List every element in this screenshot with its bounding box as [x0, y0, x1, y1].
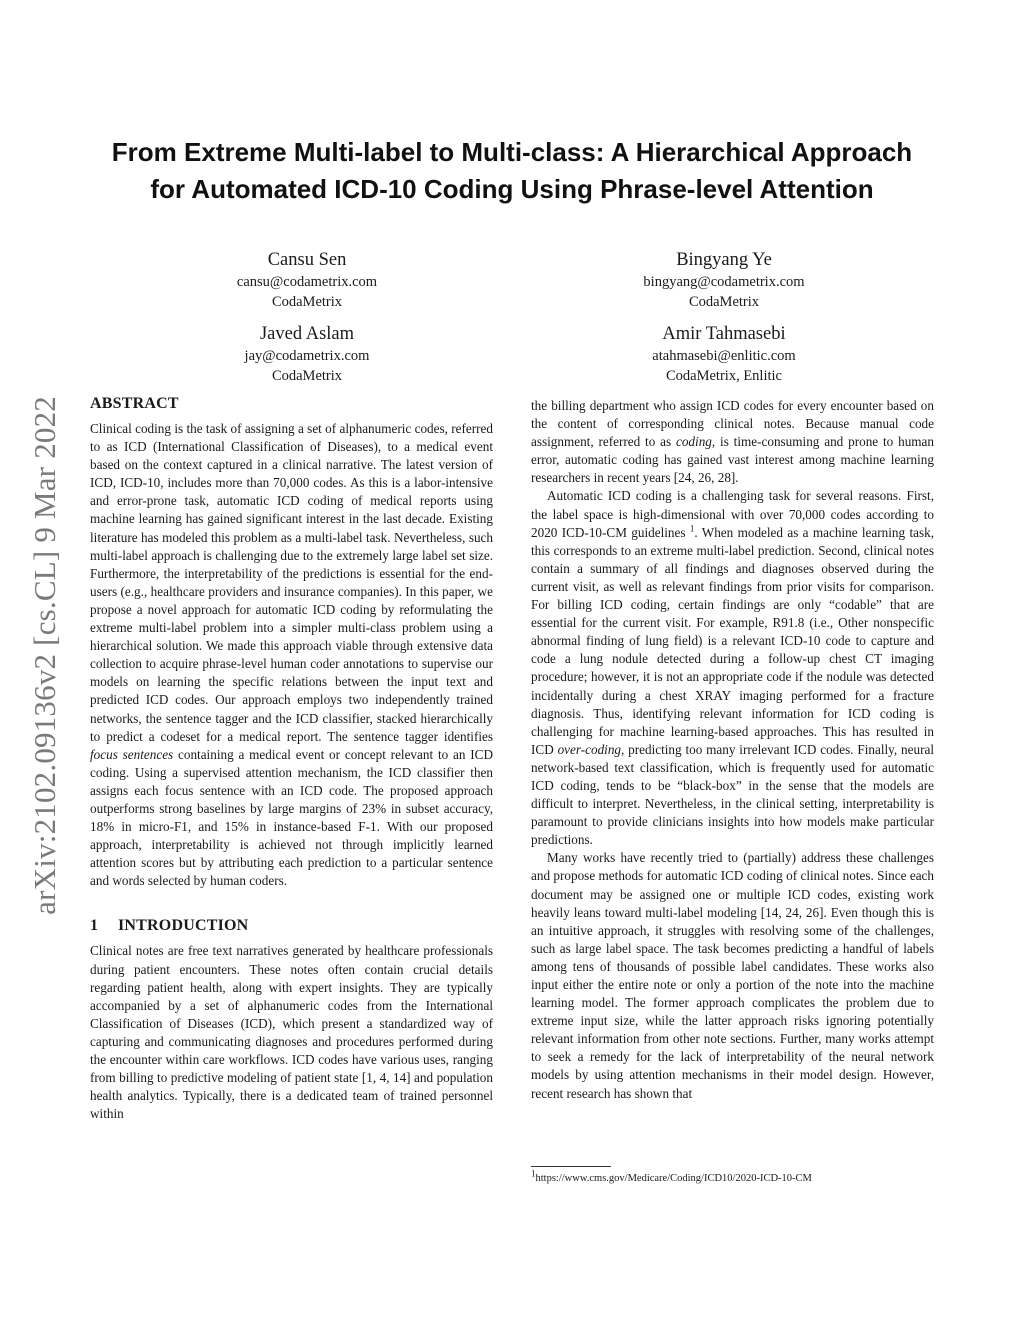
text-span: the billing department who assign ICD codes for every encounter based on the content of corresponding clinical notes. Because manual code assignment, referred to as: [531, 398, 934, 450]
paper-title: From Extreme Multi-label to Multi-class: A Hierarchical Approach for Automated ICD-10 Coding Using Phrase-level Attention: [111, 137, 913, 204]
intro-paragraph-1-continued: [531, 397, 934, 487]
abstract-text-1: Clinical coding is the task of assigning a set of alphanumeric codes, referred to as ICD (International Classification of Diseases), to a medical event based on the context captured in a clinical narrative. The latest version of ICD, ICD-10, includes more than 70,000 codes. As this is a labor-intensive and error-prone task, automatic ICD coding of medical reports using machine learning has gained significant interest in the last decade. Existing literature has modeled this problem as a multi-label task. Nevertheless, such multi-label approach is challenging due to the extremely large label set size. Furthermore, the interpretability of the predictions is essential for the end-users (e.g., healthcare providers and insurance companies). In this paper, we propose a novel approach for automatic ICD coding by reformulating the extreme multi-label problem into a simpler multi-class problem using a hierarchical solution. We made this approach viable through extensive data collection to acquire phrase-level human coder annotations to supervise our models on learning the specific relations between the input text and predicted ICD codes. Our approach employs two independently trained networks, the sentence tagger and the ICD classifier, stacked hierarchically to predict a codeset for a medical report. The sentence tagger identifies: [90, 421, 493, 744]
footnote-url[interactable]: https://www.cms.gov/Medicare/Coding/ICD10/2020-ICD-10-CM: [535, 1173, 812, 1184]
arxiv-identifier: arXiv:2102.09136v2 [cs.CL] 9 Mar 2022: [27, 395, 62, 915]
section-number: 1: [90, 917, 99, 935]
emphasis-over-coding: over-coding: [557, 741, 622, 757]
section-title: INTRODUCTION: [118, 917, 249, 935]
footnote: [531, 1168, 812, 1186]
author-block: [564, 248, 884, 312]
author-affiliation: CodaMetrix, Enlitic: [666, 368, 782, 384]
emphasis-coding: coding: [675, 434, 712, 450]
author-email: bingyang@codametrix.com: [643, 274, 805, 290]
text-span: , predicting too many irrelevant ICD codes. Finally, neural network-based text classification, which is frequently used for automatic ICD coding, tends to be “black-box” in the sense that the models are difficult to interpret. Nevertheless, in the clinical setting, interpretability is paramount to provide clinicians insights into how models make particular predictions.: [531, 741, 934, 848]
author-name: Cansu Sen: [267, 250, 347, 270]
footnote-rule: [531, 1166, 611, 1167]
author-block: [564, 322, 884, 386]
abstract-paragraph: [90, 420, 493, 890]
author-affiliation: CodaMetrix: [271, 368, 343, 384]
author-email: cansu@codametrix.com: [236, 274, 378, 290]
text-span: , is time-consuming and prone to human error, automatic coding has gained vast interest among machine learning researchers in recent years [24, 26, 28].: [531, 434, 934, 486]
intro-paragraph-3: Many works have recently tried to (partially) address these challenges and propose methods for automatic ICD coding of clinical notes. Since each document may be assigned one or multiple ICD codes, existing work heavily leans toward multi-label modeling [14, 24, 26]. Even though this is an intuitive approach, it struggles with resolving some of the challenges, such as large label space. The task becomes predicting a handful of labels among tens of thousands of possible label candidates. These works also input either the entire note or only a portion of the note into the machine learning model. The former approach complicates the problem due to extreme input size, while the latter approach risks ignoring potentially relevant information from other note sections. Further, many works attempt to seek a remedy for the lack of interpretability of the neural network models by using attention mechanisms in their model design. However, recent research has shown that: [531, 850, 934, 1101]
footnote-marker[interactable]: 1: [689, 523, 695, 534]
intro-paragraph-2: [531, 487, 934, 849]
author-email: jay@codametrix.com: [244, 348, 370, 364]
author-affiliation: CodaMetrix: [271, 294, 343, 310]
left-column: [90, 394, 493, 1123]
author-block: [147, 248, 467, 312]
abstract-heading: ABSTRACT: [90, 395, 179, 412]
text-span: . When modeled as a machine learning task, this corresponds to an extreme multi-label prediction. Second, clinical notes contain a summary of all findings and diagnoses observed during the current visit, as well as relevant findings from prior visits for comparison. For billing ICD coding, certain findings are only “codable” that are essential for the current visit. For example, R91.8 (i.e., Other nonspecific abnormal finding of lung field) is a relevant ICD-10 code to capture and code a lung nodule detected during a follow-up chest CT imaging procedure; however, it is not an appropriate code if the nodule was detected incidentally during a chest XRAY imaging performed for a fracture diagnosis. Thus, identifying relevant information for ICD coding is challenging for machine learning-based approaches. This has resulted in ICD: [531, 524, 934, 757]
abstract-emphasis: focus sentences: [90, 746, 174, 762]
author-name: Javed Aslam: [259, 324, 355, 344]
author-name: Amir Tahmasebi: [662, 324, 786, 344]
intro-paragraph-1: Clinical notes are free text narratives generated by healthcare professionals during patient encounters. These notes often contain crucial details regarding patient health, along with expert insights. They are typically accompanied by a set of alphanumeric codes from the International Classification of Diseases (ICD), which present a standardized way of capturing and communicating diagnoses and procedures performed during the encounter within care workflows. ICD codes have various uses, ranging from billing to predictive modeling of patient state [1, 4, 14] and population health analytics. Typically, there is a dedicated team of trained personnel within: [90, 943, 493, 1122]
author-name: Bingyang Ye: [676, 250, 772, 270]
author-block: [147, 322, 467, 386]
abstract-text-2: containing a medical event or concept relevant to an ICD coding. Using a supervised attention mechanism, the ICD classifier then assigns each focus sentence with an ICD code. The proposed approach outperforms strong baselines by large margins of 23% in subset accuracy, 18% in micro-F1, and 15% in instance-based F-1. With our proposed approach, interpretability is achieved not through implicitly learned attention scores but by attributing each prediction to a particular sentence and words selected by human coders.: [90, 746, 493, 889]
footnote-number: 1: [531, 1168, 536, 1179]
arxiv-sidebar: [22, 360, 68, 950]
author-affiliation: CodaMetrix: [688, 294, 760, 310]
text-span: Automatic ICD coding is a challenging task for several reasons. First, the label space is high-dimensional with over 70,000 codes according to 2020 ICD-10-CM guidelines: [531, 488, 934, 540]
right-column: [531, 397, 934, 1103]
author-email: atahmasebi@enlitic.com: [652, 348, 796, 364]
introduction-heading: [90, 916, 493, 936]
